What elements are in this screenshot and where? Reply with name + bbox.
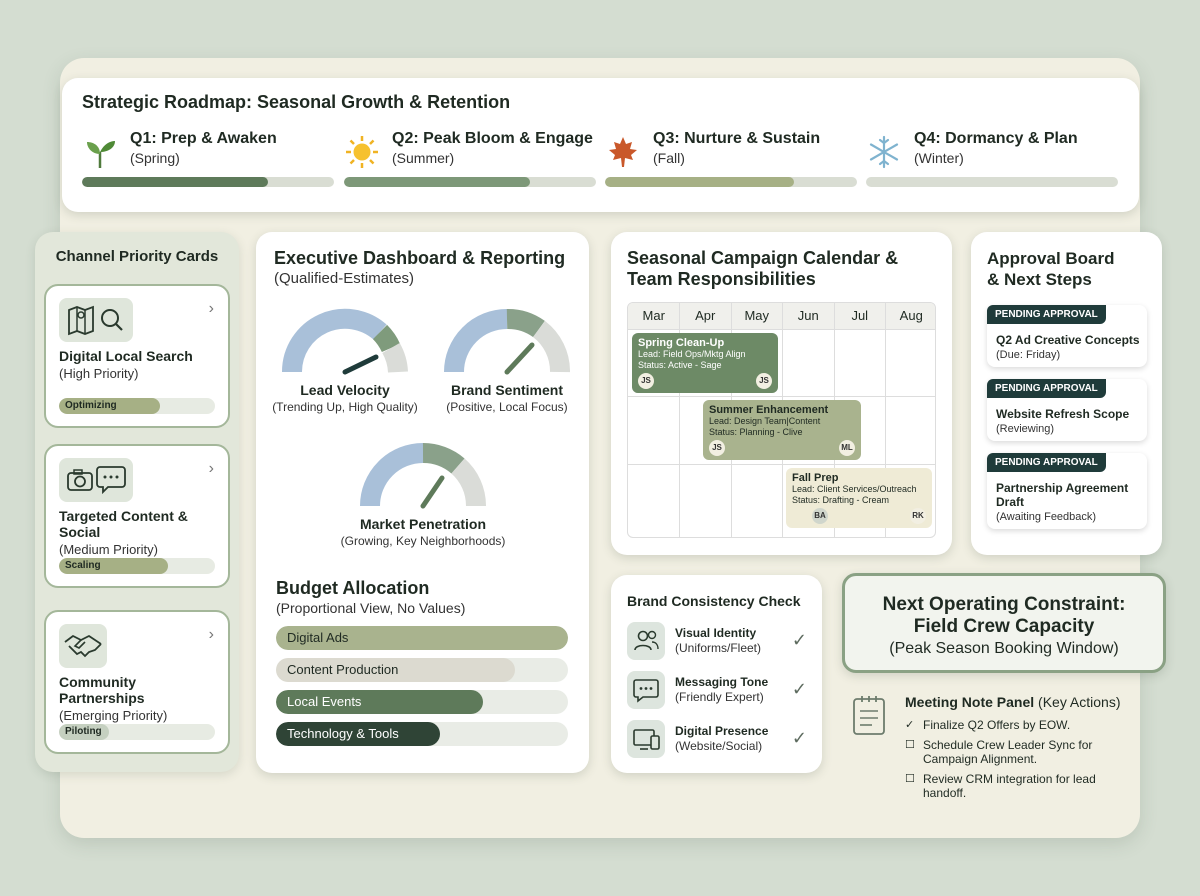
budget-label: Content Production (276, 658, 515, 682)
calendar-title: Seasonal Campaign Calendar & Team Responsibilities (627, 248, 899, 289)
chevron-right-icon[interactable]: › (208, 460, 214, 477)
event-spring-cleanup[interactable] (632, 333, 778, 393)
budget-title: Budget Allocation (276, 578, 430, 598)
quarter-title: Q1: Prep & Awaken (130, 130, 277, 147)
brand-consistency-card (611, 575, 822, 773)
map-search-icon (59, 298, 133, 342)
constraint-heading: Next Operating Constraint: (882, 594, 1126, 615)
channel-status-bar (59, 558, 215, 574)
channel-status-bar (59, 724, 215, 740)
pending-approval-badge: PENDING APPROVAL (987, 379, 1106, 398)
brand-title: Brand Consistency Check (627, 593, 801, 609)
gauge-sublabel: (Growing, Key Neighborhoods) (340, 534, 506, 548)
channel-name: Digital Local Search (59, 348, 193, 364)
grid-line (628, 396, 936, 397)
operating-constraint-callout (842, 573, 1166, 673)
pending-approval-badge: PENDING APPROVAL (987, 453, 1106, 472)
approval-item-name: Partnership Agreement Draft (996, 481, 1129, 509)
people-icon (627, 622, 665, 660)
brand-row-messaging-tone (627, 671, 807, 711)
devices-icon (627, 720, 665, 758)
notes-title-main: Meeting Note Panel (905, 694, 1035, 710)
channel-priority: (Emerging Priority) (59, 708, 168, 723)
quarter-q1[interactable] (82, 130, 334, 200)
gauge-dial (444, 304, 570, 376)
note-text: Schedule Crew Leader Sync for Campaign Alignment. (923, 738, 1093, 766)
quarter-progress-fill (82, 177, 268, 187)
avatar: JS (638, 373, 654, 389)
quarter-progress-fill (605, 177, 794, 187)
quarter-season: (Spring) (130, 150, 180, 166)
channel-priority: (Medium Priority) (59, 542, 158, 557)
brand-row-digital-presence (627, 720, 807, 760)
gauge-label: Lead Velocity (300, 382, 390, 398)
gauge-dial (282, 304, 408, 376)
approval-title-line1: Approval Board (987, 249, 1115, 268)
quarter-q2[interactable] (344, 130, 596, 200)
owner-avatar: ML (839, 440, 855, 456)
executive-dashboard-card (256, 232, 589, 773)
approval-item-status: (Awaiting Feedback) (996, 511, 1097, 523)
quarter-q4[interactable] (866, 130, 1118, 200)
quarter-season: (Fall) (653, 150, 685, 166)
maple-leaf-icon (605, 134, 641, 170)
brand-row-sub: (Website/Social) (675, 739, 763, 753)
channel-panel-title: Channel Priority Cards (55, 248, 219, 265)
gauge-market-penetration[interactable] (340, 438, 506, 558)
event-status: Status: Drafting - Cream (792, 495, 890, 505)
channel-priority-panel (35, 232, 239, 772)
approval-item-status: (Reviewing) (996, 423, 1055, 435)
budget-bar-digital-ads (276, 626, 568, 650)
pending-approval-badge: PENDING APPROVAL (987, 305, 1106, 324)
quarter-progress-bar (866, 177, 1118, 187)
calendar-grid (627, 302, 936, 538)
channel-card-community[interactable] (44, 610, 230, 754)
channel-status-label: Scaling (59, 558, 168, 574)
approval-title-line2: & Next Steps (987, 270, 1092, 289)
quarter-progress-bar (344, 177, 596, 187)
brand-row-sub: (Uniforms/Fleet) (675, 641, 762, 655)
gauge-label: Brand Sentiment (450, 382, 563, 398)
chevron-right-icon[interactable]: › (208, 626, 214, 643)
approval-item-name: Website Refresh Scope (996, 407, 1130, 421)
brand-row-sub: (Friendly Expert) (675, 690, 764, 704)
event-fall-prep[interactable] (786, 468, 932, 528)
event-name: Fall Prep (792, 472, 839, 484)
month-header: Aug (886, 303, 937, 329)
budget-subtitle: (Proportional View, No Values) (276, 600, 466, 616)
event-status: Status: Active - Sage (638, 360, 722, 370)
note-text: Review CRM integration for lead handoff. (923, 772, 1096, 800)
quarter-progress-bar (605, 177, 857, 187)
roadmap-title: Strategic Roadmap: Seasonal Growth & Retention (82, 92, 511, 112)
month-header: Apr (680, 303, 732, 329)
channel-card-content-social[interactable] (44, 444, 230, 588)
approval-item-partnership[interactable] (987, 453, 1147, 529)
month-header: Mar (628, 303, 680, 329)
brand-row-visual-identity (627, 622, 807, 662)
avatar: JS (709, 440, 725, 456)
approval-item-name: Q2 Ad Creative Concepts (996, 333, 1140, 347)
handshake-icon (59, 624, 107, 668)
channel-card-digital-search[interactable] (44, 284, 230, 428)
roadmap-card (62, 78, 1139, 212)
notepad-icon (852, 694, 886, 736)
event-name: Spring Clean-Up (638, 337, 725, 349)
gauge-brand-sentiment[interactable] (432, 304, 582, 424)
brand-row-name: Digital Presence (675, 724, 769, 738)
event-lead: Lead: Field Ops/Mktg Align (638, 349, 746, 359)
seedling-icon (82, 134, 118, 170)
month-header: May (731, 303, 783, 329)
note-text: Finalize Q2 Offers by EOW. (923, 718, 1071, 732)
budget-label: Digital Ads (276, 626, 568, 650)
quarter-title: Q3: Nurture & Sustain (653, 130, 821, 147)
event-status: Status: Planning - Clive (709, 427, 803, 437)
gauge-lead-velocity[interactable] (270, 304, 420, 424)
gauge-sublabel: (Positive, Local Focus) (446, 400, 568, 414)
brand-row-name: Messaging Tone (675, 675, 769, 689)
check-icon: ✓ (791, 728, 807, 748)
quarter-season: (Summer) (392, 150, 455, 166)
quarter-title: Q4: Dormancy & Plan (914, 130, 1078, 147)
quarter-q3[interactable] (605, 130, 857, 200)
checkbox-icon[interactable]: ☐ (905, 739, 915, 751)
event-lead: Lead: Client Services/Outreach (792, 484, 917, 494)
exec-title: Executive Dashboard & Reporting (274, 248, 566, 268)
budget-bar-local-events (276, 690, 568, 714)
checkbox-icon[interactable]: ☐ (905, 773, 915, 785)
approval-board-card (971, 232, 1162, 555)
notes-title-suffix: (Key Actions) (1038, 694, 1121, 710)
sun-icon (344, 134, 380, 170)
grid-line (628, 329, 936, 330)
event-summer-enhancement[interactable] (703, 400, 861, 460)
check-icon: ✓ (791, 679, 807, 699)
quarter-progress-bar (82, 177, 334, 187)
approval-item-status: (Due: Friday) (996, 349, 1061, 361)
chevron-right-icon[interactable]: › (208, 300, 214, 317)
quarter-season: (Winter) (914, 150, 964, 166)
gauge-dial (360, 438, 486, 510)
approval-item-website[interactable] (987, 379, 1147, 441)
constraint-name: Field Crew Capacity (913, 616, 1095, 637)
month-header: Jun (783, 303, 835, 329)
month-header: Jul (834, 303, 886, 329)
channel-priority: (High Priority) (59, 366, 139, 381)
budget-label: Local Events (276, 690, 483, 714)
camera-chat-icon (59, 458, 133, 502)
meeting-note-panel (848, 690, 1138, 810)
avatar: BA (812, 508, 828, 524)
brand-row-name: Visual Identity (675, 626, 757, 640)
channel-status-bar (59, 398, 215, 414)
campaign-calendar-card (611, 232, 952, 555)
budget-bar-content-production (276, 658, 568, 682)
gauge-label: Market Penetration (359, 516, 487, 532)
budget-label: Technology & Tools (276, 722, 440, 746)
channel-name: Community Partnerships (59, 674, 145, 706)
exec-subtitle: (Qualified-Estimates) (274, 270, 415, 287)
event-name: Summer Enhancement (709, 404, 829, 416)
channel-status-label: Piloting (59, 724, 109, 740)
budget-bar-technology (276, 722, 568, 746)
check-icon: ✓ (905, 719, 915, 731)
event-lead: Lead: Design Team|Content (709, 416, 821, 426)
approval-item-q2-ad[interactable] (987, 305, 1147, 367)
channel-name: Targeted Content & Social (59, 508, 188, 540)
owner-avatar: JS (756, 373, 772, 389)
quarter-progress-fill (344, 177, 530, 187)
notes-title (905, 694, 1121, 710)
approval-title (987, 248, 1115, 290)
quarter-title: Q2: Peak Bloom & Engage (392, 130, 593, 147)
constraint-detail: (Peak Season Booking Window) (889, 640, 1119, 657)
snowflake-icon (866, 134, 902, 170)
owner-avatar: RK (910, 508, 926, 524)
grid-line (628, 464, 936, 465)
check-icon: ✓ (791, 630, 807, 650)
gauge-sublabel: (Trending Up, High Quality) (272, 400, 418, 414)
channel-status-label: Optimizing (59, 398, 160, 414)
chat-bubble-icon (627, 671, 665, 709)
